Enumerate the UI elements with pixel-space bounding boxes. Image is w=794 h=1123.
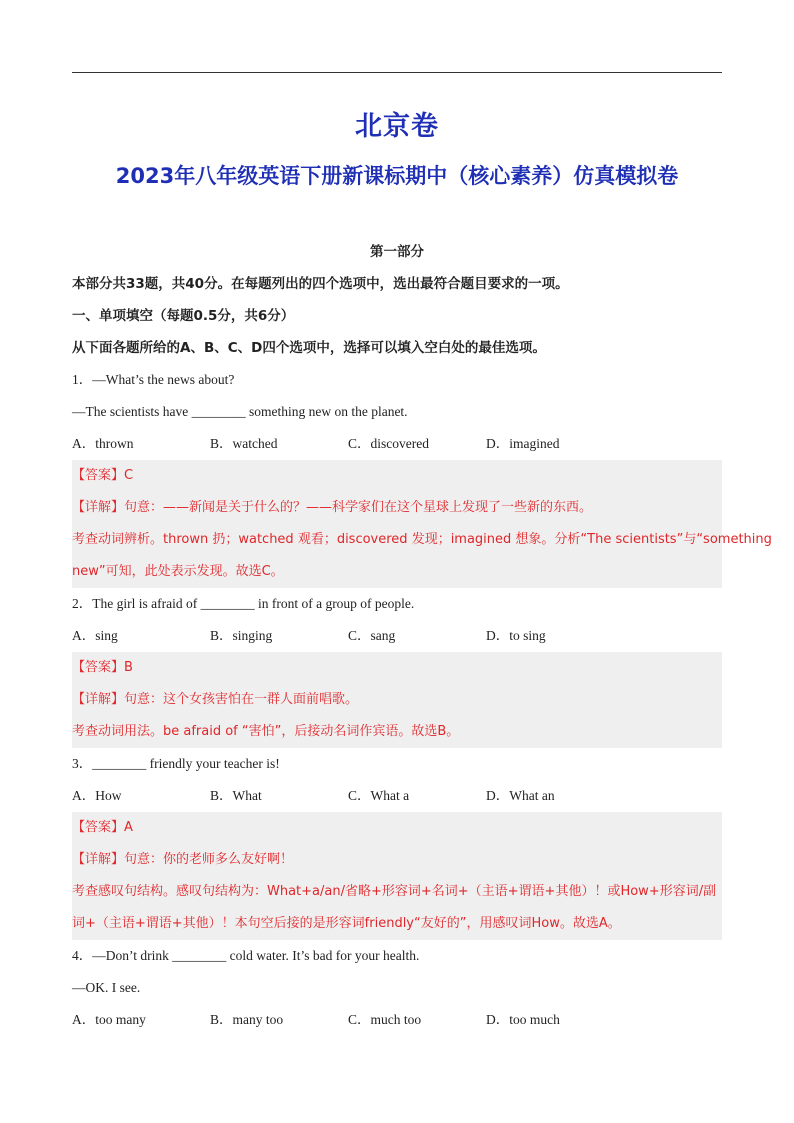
answer-label: 【答案】C	[72, 468, 134, 483]
document-body	[72, 236, 772, 1036]
options-row	[72, 780, 722, 812]
part-intro: 本部分共33题，共40分。在每题列出的四个选项中，选出最符合题目要求的一项。	[72, 276, 569, 292]
option-c: C．sang	[348, 628, 396, 643]
option-d: D．to sing	[486, 628, 546, 643]
answer-label: 【答案】B	[72, 660, 133, 675]
question-2	[72, 588, 722, 748]
section-instruction: 从下面各题所给的A、B、C、D四个选项中，选择可以填入空白处的最佳选项。	[72, 340, 546, 356]
answer-box	[72, 652, 722, 748]
option-b: B．What	[210, 788, 262, 803]
page-subtitle: 2023年八年级英语下册新课标期中（核心素养）仿真模拟卷	[115, 164, 679, 188]
option-a: A．thrown	[72, 436, 134, 451]
answer-analysis: 考查动词用法。be afraid of “害怕”，后接动名词作宾语。故选B。	[72, 724, 460, 739]
option-a: A．too many	[72, 1012, 146, 1027]
options-row	[72, 620, 722, 652]
option-a: A．sing	[72, 628, 118, 643]
question-4	[72, 940, 722, 1036]
answer-analysis: 考查动词辨析。thrown 扔；watched 观看；discovered 发现；imagined 想象。分析“The scientists”与“something	[72, 532, 772, 547]
question-stem: 4．—Don’t drink ________ cold water. It’s bad for your health.	[72, 948, 420, 963]
answer-detail: 【详解】句意：你的老师多么友好啊！	[72, 852, 294, 867]
question-stem: —The scientists have ________ something new on the planet.	[72, 404, 408, 419]
option-b: B．watched	[210, 436, 278, 451]
option-b: B．singing	[210, 628, 273, 643]
answer-analysis: 词+（主语+谓语+其他）！本句空后接的是形容词friendly“友好的”，用感叹词How。故选A。	[72, 916, 621, 931]
answer-box	[72, 460, 772, 588]
option-b: B．many too	[210, 1012, 284, 1027]
question-3	[72, 748, 722, 940]
question-stem: 1．—What’s the news about?	[72, 372, 235, 387]
option-c: C．discovered	[348, 436, 429, 451]
header-rule	[72, 72, 722, 73]
question-1	[72, 364, 772, 588]
options-row	[72, 1004, 722, 1036]
option-d: D．too much	[486, 1012, 560, 1027]
page-title: 北京卷	[355, 111, 439, 142]
question-stem: —OK. I see.	[72, 980, 141, 995]
answer-detail: 【详解】句意：——新闻是关于什么的？——科学家们在这个星球上发现了一些新的东西。	[72, 500, 593, 515]
answer-analysis: new”可知，此处表示发现。故选C。	[72, 564, 284, 579]
answer-label: 【答案】A	[72, 820, 133, 835]
option-a: A．How	[72, 788, 122, 803]
part-heading: 第一部分	[370, 244, 424, 260]
answer-detail: 【详解】句意：这个女孩害怕在一群人面前唱歌。	[72, 692, 359, 707]
option-d: D．What an	[486, 788, 555, 803]
section-title: 一、单项填空（每题0.5分，共6分）	[72, 308, 295, 324]
answer-box	[72, 812, 722, 940]
options-row	[72, 428, 722, 460]
question-stem: 3．________ friendly your teacher is!	[72, 756, 280, 771]
question-stem: 2．The girl is afraid of ________ in front of a group of people.	[72, 596, 415, 611]
option-d: D．imagined	[486, 436, 560, 451]
option-c: C．What a	[348, 788, 410, 803]
option-c: C．much too	[348, 1012, 422, 1027]
answer-analysis: 考查感叹句结构。感叹句结构为：What+a/an/省略+形容词+名词+（主语+谓语+其他）！或How+形容词/副	[72, 884, 717, 899]
